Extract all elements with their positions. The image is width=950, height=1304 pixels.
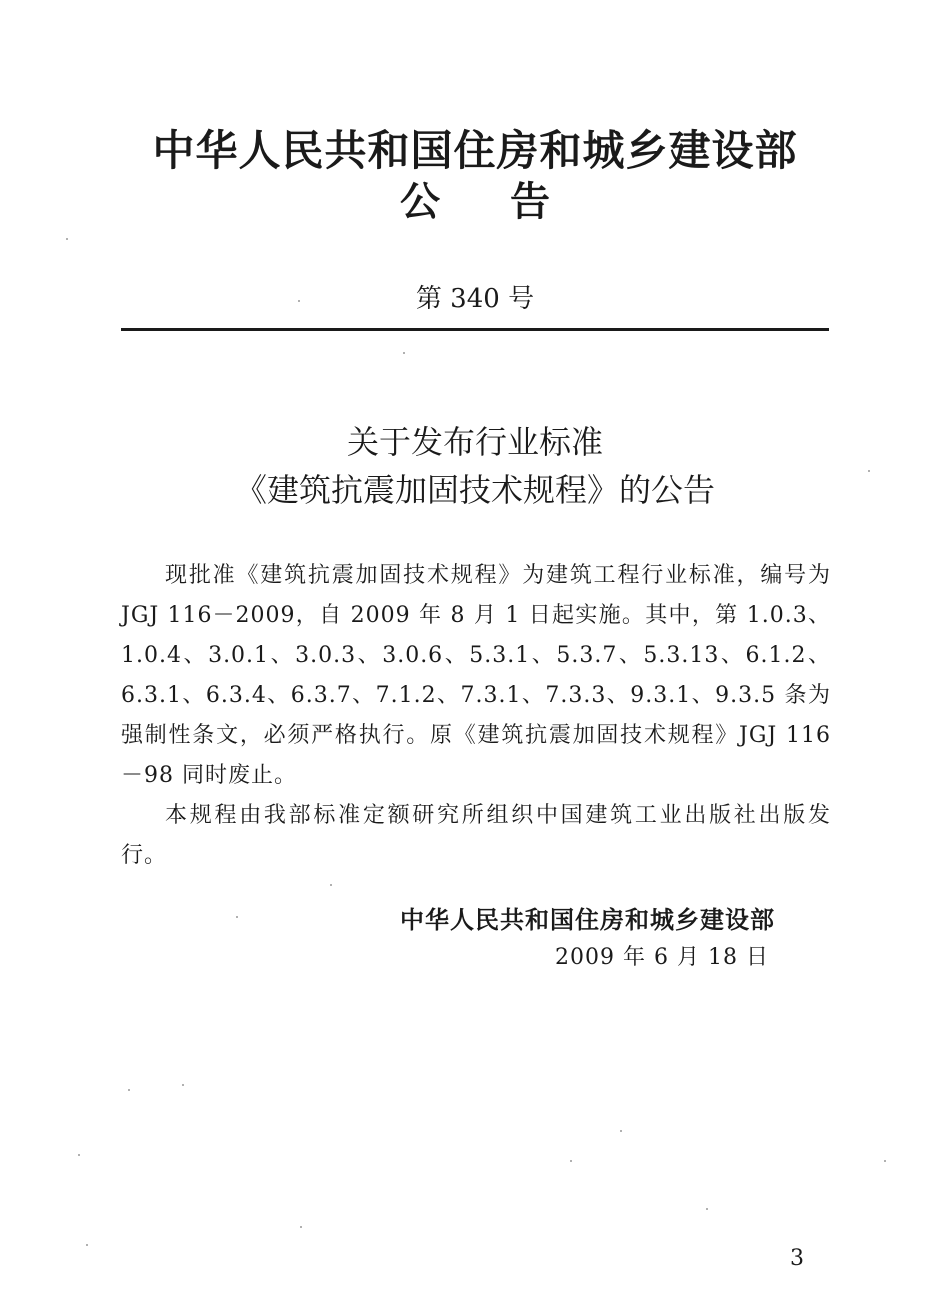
scan-speck: [330, 884, 332, 886]
subject-line-1: 关于发布行业标准: [346, 423, 603, 461]
scan-speck: [78, 1154, 80, 1156]
horizontal-rule: [121, 328, 829, 331]
scan-speck: [884, 1160, 886, 1162]
scan-speck: [182, 1084, 184, 1086]
body-paragraph-2: 本规程由我部标准定额研究所组织中国建筑工业出版社出版发行。: [121, 803, 831, 868]
signatory: 中华人民共和国住房和城乡建设部: [400, 906, 775, 934]
scan-speck: [620, 1130, 622, 1132]
announcement-body: [121, 556, 831, 876]
ministry-title: 中华人民共和国住房和城乡建设部: [152, 126, 798, 175]
scan-speck: [706, 1208, 708, 1210]
scan-speck: [128, 1089, 130, 1091]
scan-speck: [86, 1244, 88, 1246]
scan-speck: [570, 1160, 572, 1162]
scan-speck: [403, 352, 405, 354]
notice-heading: 公告: [400, 179, 620, 225]
scan-speck: [868, 470, 870, 472]
subject-line-2: 《建筑抗震加固技术规程》的公告: [234, 471, 715, 509]
scan-speck: [298, 300, 300, 302]
body-paragraph-1: 现批准《建筑抗震加固技术规程》为建筑工程行业标准，编号为 JGJ 116－2009，自 2009 年 8 月 1 日起实施。其中，第 1.0.3、1.0.4、3.0.1、3.0.3、3.0.6、5.3.1、5.3.7、5.3.13、6.1.2、6.3.1、6.3.4、6.3.7、7.1.2、7.3.1、7.3.3、9.3.1、9.3.5 条为强制性条文，必须严格执行。原《建筑抗震加固技术规程》JGJ 116－98 同时废止。: [121, 563, 831, 788]
issue-date: 2009 年 6 月 18 日: [555, 945, 769, 970]
scan-speck: [66, 238, 68, 240]
notice-number: 第 340 号: [415, 284, 535, 314]
subject-title: [0, 418, 950, 514]
scan-speck: [300, 1226, 302, 1228]
scan-speck: [236, 916, 238, 918]
page-number: 3: [790, 1246, 804, 1271]
